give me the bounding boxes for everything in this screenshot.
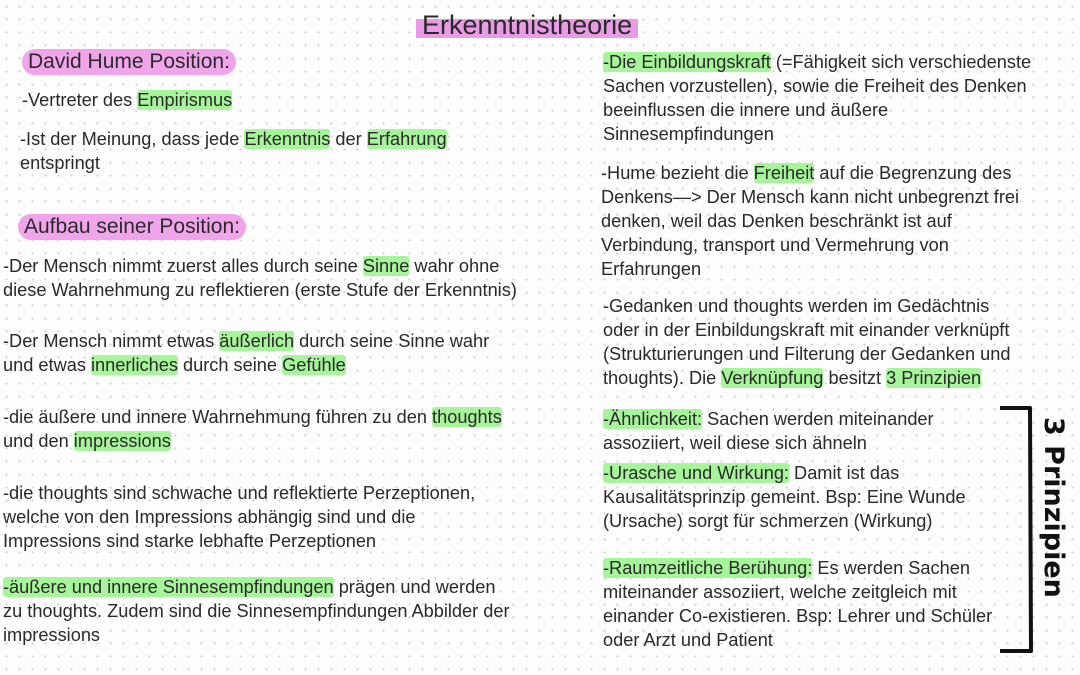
- bracket-drawing: [1000, 405, 1080, 655]
- left-p1: -Vertreter des Empirismus: [22, 90, 233, 110]
- right-p1: -Die Einbildungskraft (=Fähigkeit sich verschiedenste Sachen vorzustellen), sowie die Freiheit des Denken beeinflussen die innere und äußere Sinnesempfindungen: [603, 52, 1032, 144]
- left-p7: -äußere und innere Sinnesempfindungen prägen und werden zu thoughts. Zudem sind die Sinnesempfindungen Abbilder der impressions: [3, 577, 510, 645]
- heading-aufbau: Aufbau seiner Position:: [18, 214, 246, 240]
- prinzipien-label: 3 Prinzipien: [1038, 417, 1069, 598]
- left-p5: -die äußere und innere Wahrnehmung führen zu den thoughts und den impressions: [3, 407, 502, 451]
- left-p4: -Der Mensch nimmt etwas äußerlich durch seine Sinne wahr und etwas innerliches durch seine Gefühle: [3, 331, 490, 375]
- prinzipien-bracket: [1000, 405, 1080, 655]
- left-p6: -die thoughts sind schwache und reflektierte Perzeptionen, welche von den Impressions abhängig sind und die Impressions sind starke lebhafte Perzeptionen: [3, 483, 476, 551]
- right-p6-raumzeit: -Raumzeitliche Berühung: Es werden Sachen miteinander assoziiert, welche zeitgleich mit einander Co-existieren. Bsp: Lehrer und Schüler oder Arzt und Patient: [603, 558, 993, 650]
- right-p5-ursache: -Urasche und Wirkung: Damit ist das Kausalitätsprinzip gemeint. Bsp: Eine Wunde (Ursache) sorgt für schmerzen (Wirkung): [603, 463, 966, 531]
- right-p2: -Hume bezieht die Freiheit auf die Begrenzung des Denkens—> Der Mensch kann nicht unbegrenzt frei denken, weil das Denken beschränkt ist auf Verbindung, transport und Vermehrung von Erfahrungen: [601, 163, 1020, 279]
- heading-hume-position: David Hume Position:: [22, 49, 236, 75]
- page-title: Erkenntnistheorie: [416, 8, 638, 42]
- left-p2: -Ist der Meinung, dass jede Erkenntnis der Erfahrung entspringt: [20, 129, 447, 173]
- right-p3: -Gedanken und thoughts werden im Gedächtnis oder in der Einbildungskraft mit einander verknüpft (Strukturierungen und Filterung der Gedanken und thoughts). Die Verknüpfung besitzt 3 Prinzipien: [603, 296, 1011, 388]
- left-p3: -Der Mensch nimmt zuerst alles durch seine Sinne wahr ohne diese Wahrnehmung zu reflektieren (erste Stufe der Erkenntnis): [3, 256, 517, 300]
- right-p4-aehnlichkeit: -Ähnlichkeit: Sachen werden miteinander assoziiert, weil diese sich ähneln: [603, 409, 934, 453]
